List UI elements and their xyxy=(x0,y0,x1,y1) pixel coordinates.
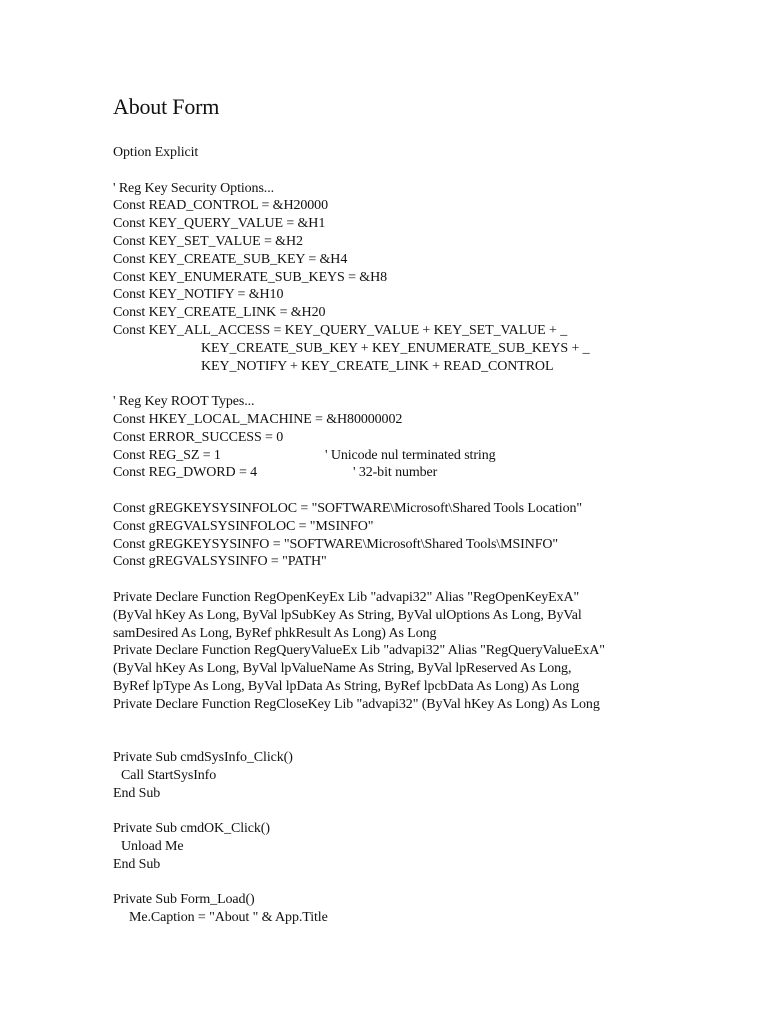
code-line: Private Sub Form_Load() xyxy=(113,892,255,908)
code-line-indented: Me.Caption = "About " & App.Title xyxy=(129,910,328,926)
code-line: ByRef lpType As Long, ByVal lpData As String, ByRef lpcbData As Long) As Long xyxy=(113,678,580,694)
blank-line xyxy=(113,714,753,732)
code-text: Const REG_DWORD = 4 xyxy=(113,465,258,481)
code-line: Const KEY_ALL_ACCESS = KEY_QUERY_VALUE + KEY_SET_VALUE + _ xyxy=(113,322,568,338)
code-line: samDesired As Long, ByRef phkResult As Long) As Long xyxy=(113,625,437,641)
code-line: Const gREGVALSYSINFOLOC = "MSINFO" xyxy=(113,518,374,534)
code-line: Const HKEY_LOCAL_MACHINE = &H80000002 xyxy=(113,411,403,427)
code-line-continued: KEY_CREATE_SUB_KEY + KEY_ENUMERATE_SUB_KEYS + _ xyxy=(201,340,590,356)
blank-line xyxy=(113,571,753,589)
code-line-indented: Call StartSysInfo xyxy=(121,767,217,783)
code-line: Const gREGVALSYSINFO = "PATH" xyxy=(113,554,327,570)
code-line: Option Explicit xyxy=(113,145,199,160)
code-line-with-comment xyxy=(113,447,753,465)
code-line: (ByVal hKey As Long, ByVal lpSubKey As String, ByVal ulOptions As Long, ByVal xyxy=(113,607,582,623)
comment-line: ' Reg Key Security Options... xyxy=(113,180,274,196)
code-line-with-comment xyxy=(113,464,753,482)
code-line: End Sub xyxy=(113,856,161,872)
blank-line xyxy=(113,874,753,892)
code-line: End Sub xyxy=(113,785,161,801)
inline-comment: ' Unicode nul terminated string xyxy=(325,447,496,463)
code-line: (ByVal hKey As Long, ByVal lpValueName As String, ByVal lpReserved As Long, xyxy=(113,661,572,677)
code-line: Const KEY_CREATE_LINK = &H20 xyxy=(113,305,326,321)
blank-line xyxy=(113,162,753,180)
code-line-continued: KEY_NOTIFY + KEY_CREATE_LINK + READ_CONTROL xyxy=(201,358,554,374)
code-line: Const KEY_SET_VALUE = &H2 xyxy=(113,233,303,249)
code-line-indented: Unload Me xyxy=(121,839,184,855)
blank-line xyxy=(113,375,753,393)
blank-line xyxy=(113,802,753,820)
code-line: Const KEY_NOTIFY = &H10 xyxy=(113,287,284,303)
code-line: Const gREGKEYSYSINFOLOC = "SOFTWARE\Microsoft\Shared Tools Location" xyxy=(113,500,583,516)
code-line: Private Sub cmdOK_Click() xyxy=(113,821,270,837)
code-line: Const READ_CONTROL = &H20000 xyxy=(113,198,328,214)
code-line: Private Declare Function RegCloseKey Lib "advapi32" (ByVal hKey As Long) As Long xyxy=(113,696,600,712)
code-line: Const KEY_CREATE_SUB_KEY = &H4 xyxy=(113,251,348,267)
code-line: Private Declare Function RegOpenKeyEx Lib "advapi32" Alias "RegOpenKeyExA" xyxy=(113,589,580,605)
code-listing xyxy=(113,144,753,927)
code-line: Private Sub cmdSysInfo_Click() xyxy=(113,750,293,766)
code-text: Const REG_SZ = 1 xyxy=(113,447,221,463)
document-title: About Form xyxy=(113,94,220,119)
blank-line xyxy=(113,731,753,749)
code-line: Private Declare Function RegQueryValueEx Lib "advapi32" Alias "RegQueryValueExA" xyxy=(113,643,605,659)
code-line: Const KEY_ENUMERATE_SUB_KEYS = &H8 xyxy=(113,269,388,285)
inline-comment: ' 32-bit number xyxy=(353,465,438,481)
code-line: Const KEY_QUERY_VALUE = &H1 xyxy=(113,216,326,232)
code-line: Const ERROR_SUCCESS = 0 xyxy=(113,429,284,445)
comment-line: ' Reg Key ROOT Types... xyxy=(113,394,255,410)
code-line: Const gREGKEYSYSINFO = "SOFTWARE\Microsoft\Shared Tools\MSINFO" xyxy=(113,536,559,552)
blank-line xyxy=(113,482,753,500)
